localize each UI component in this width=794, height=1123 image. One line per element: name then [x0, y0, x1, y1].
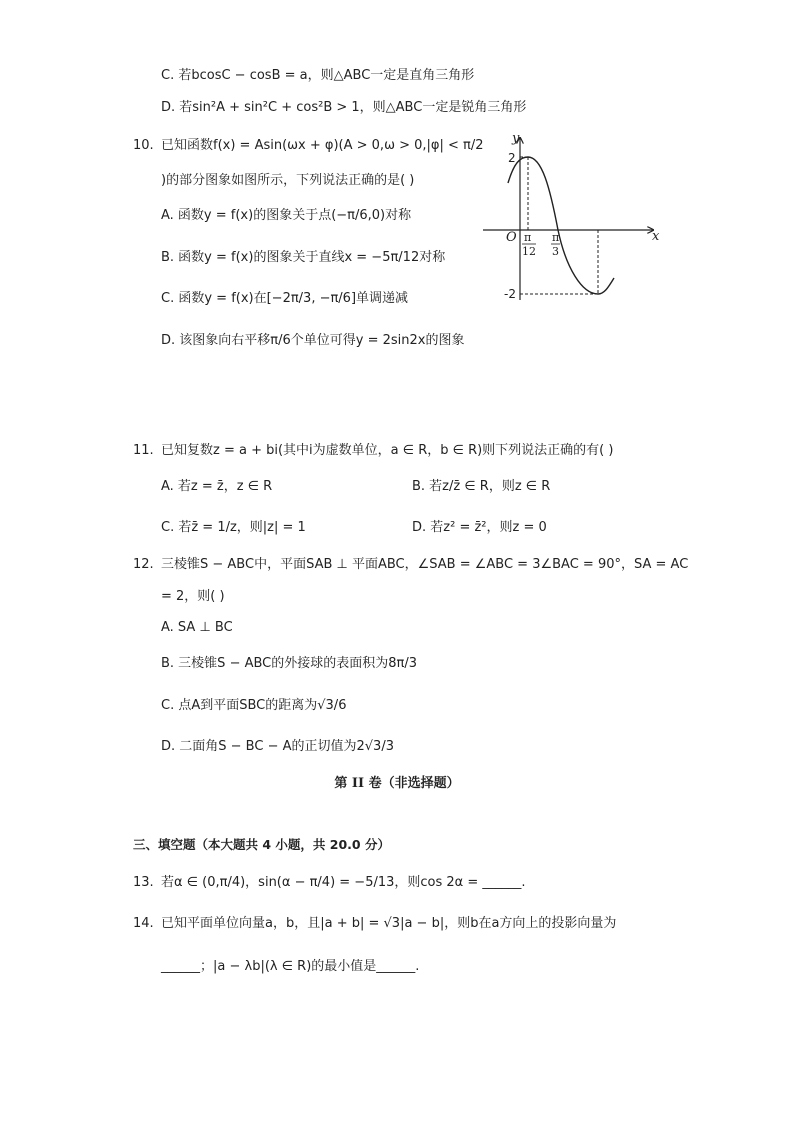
q11-option-b: B. 若z/z̄ ∈ R，则z ∈ R: [412, 479, 551, 494]
q10-function-graph: [478, 128, 663, 308]
q14-stem-line2: ______；|a − λb|(λ ∈ R)的最小值是______.: [161, 959, 420, 974]
q13-number: 13.: [133, 875, 154, 890]
q11-number: 11.: [133, 443, 154, 458]
section-title: 第 II 卷（非选择题）: [334, 776, 460, 791]
q10-option-b: B. 函数y = f(x)的图象关于直线x = −5π/12对称: [161, 250, 446, 265]
y-tick-max: 2: [508, 151, 516, 165]
y-tick-min: -2: [504, 287, 516, 301]
x-tick-pi12-num: π: [524, 231, 532, 244]
q10-option-a: A. 函数y = f(x)的图象关于点(−π/6,0)对称: [161, 208, 412, 223]
q10-option-d: D. 该图象向右平移π/6个单位可得y = 2sin2x的图象: [161, 333, 465, 348]
q13-stem: 若α ∈ (0,π/4)，sin(α − π/4) = −5/13，则cos 2α = ______.: [161, 875, 526, 890]
q12-option-d: D. 二面角S − BC − A的正切值为2√3/3: [161, 739, 394, 754]
q10-stem-line1: 已知函数f(x) = Asin(ωx + φ)(A > 0,ω > 0,|φ| < π/2: [161, 138, 484, 153]
q11-option-a: A. 若z = z̄，z ∈ R: [161, 479, 273, 494]
x-tick-pi12-den: 12: [522, 245, 536, 258]
q14-stem-line1: 已知平面单位向量a，b，且|a + b| = √3|a − b|，则b在a方向上的投影向量为: [161, 916, 617, 931]
q12-option-b: B. 三棱锥S − ABC的外接球的表面积为8π/3: [161, 656, 418, 671]
q11-option-d: D. 若z² = z̄²，则z = 0: [412, 520, 547, 535]
q10-stem-line2: )的部分图象如图所示，下列说法正确的是( ): [161, 173, 415, 188]
x-axis-label: x: [652, 229, 660, 244]
q12-option-c: C. 点A到平面SBC的距离为√3/6: [161, 698, 347, 713]
q12-option-a: A. SA ⊥ BC: [161, 620, 233, 635]
q14-number: 14.: [133, 916, 154, 931]
q9-option-c: C. 若bcosC − cosB = a，则△ABC一定是直角三角形: [161, 68, 475, 83]
sine-curve: [508, 157, 614, 294]
part-title: 三、填空题（本大题共 4 小题，共 20.0 分）: [133, 837, 390, 852]
x-tick-pi3-num: π: [552, 231, 560, 244]
q11-option-c: C. 若z̄ = 1/z，则|z| = 1: [161, 520, 306, 535]
q12-stem-line1: 三棱锥S − ABC中，平面SAB ⊥ 平面ABC，∠SAB = ∠ABC = 3∠BAC = 90°，SA = AC: [161, 557, 689, 572]
y-axis-label: y: [512, 131, 520, 146]
origin-label: O: [506, 230, 517, 245]
q9-option-d: D. 若sin²A + sin²C + cos²B > 1，则△ABC一定是锐角三角形: [161, 100, 527, 115]
x-tick-pi3-den: 3: [552, 245, 559, 258]
q10-number: 10.: [133, 138, 154, 153]
q11-stem: 已知复数z = a + bi(其中i为虚数单位，a ∈ R，b ∈ R)则下列说法正确的有( ): [161, 443, 614, 458]
q12-number: 12.: [133, 557, 154, 572]
q12-stem-line2: = 2，则( ): [161, 589, 225, 604]
q10-option-c: C. 函数y = f(x)在[−2π/3, −π/6]单调递减: [161, 291, 409, 306]
